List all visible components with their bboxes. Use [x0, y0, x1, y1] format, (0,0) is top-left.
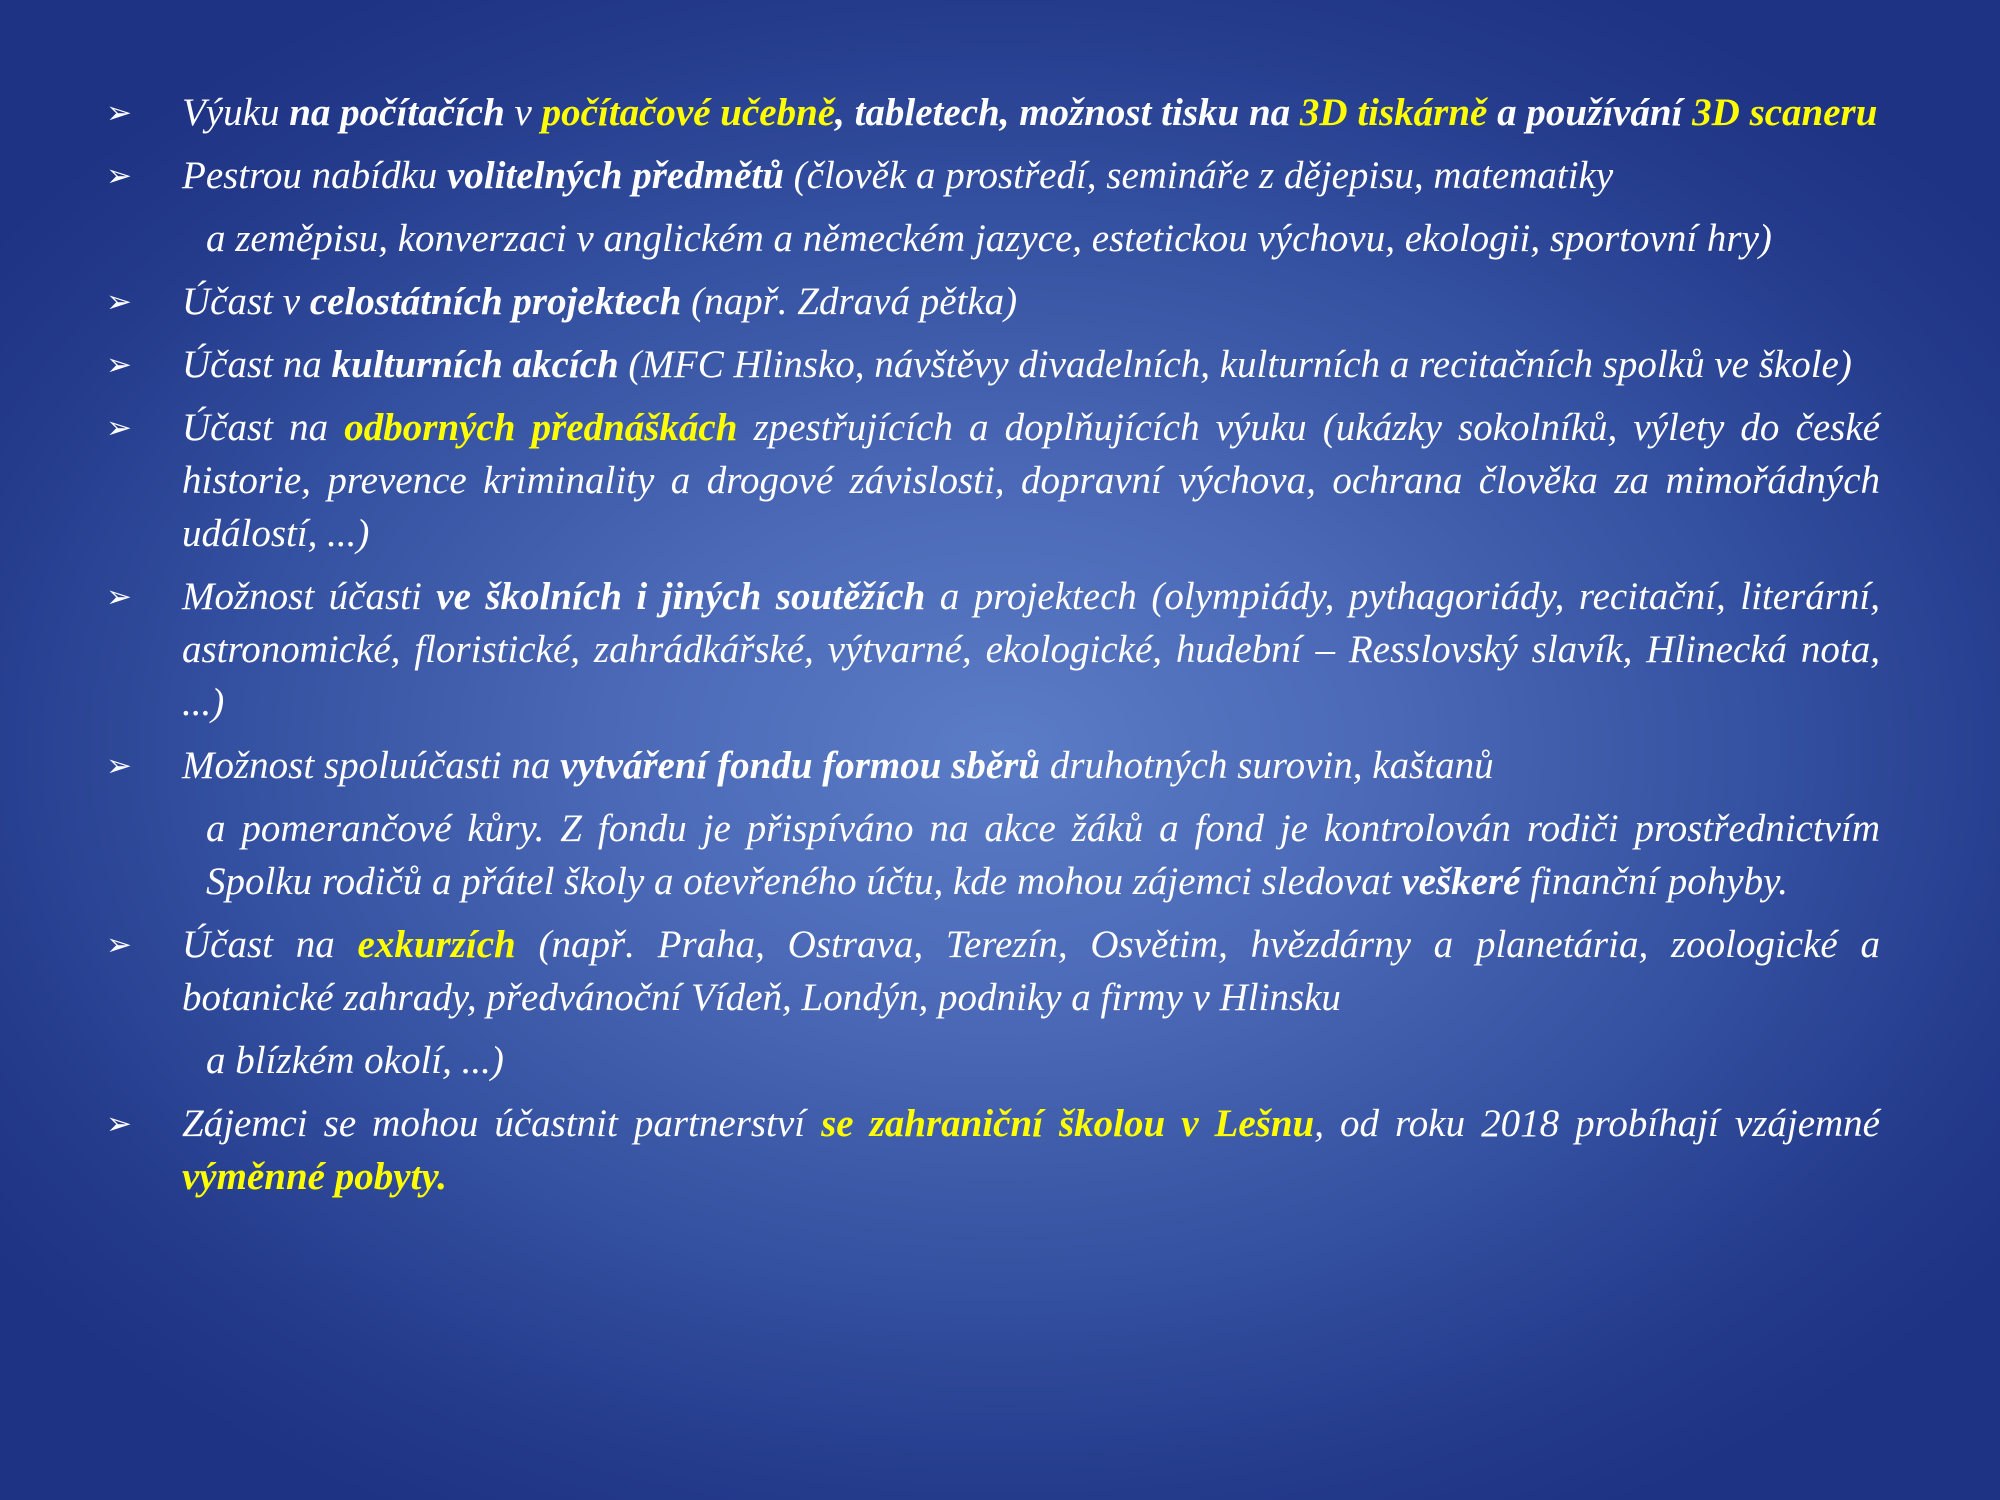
- item-text: [182, 275, 1880, 328]
- bold-segment: , tabletech, možnost tisku na: [835, 91, 1300, 134]
- list-item: [106, 401, 1880, 560]
- list-item: [106, 275, 1880, 328]
- arrowhead-bullet-icon: ➢: [106, 927, 132, 963]
- arrowhead-bullet-icon: ➢: [106, 1106, 132, 1142]
- highlight-segment: 3D scaneru: [1692, 91, 1878, 134]
- text-segment: (např. Zdravá pětka): [681, 280, 1018, 323]
- item-text: [182, 570, 1880, 729]
- text-segment: (člověk a prostředí, semináře z dějepisu, matematiky: [783, 154, 1614, 197]
- highlight-segment: výměnné pobyty.: [182, 1155, 447, 1198]
- text-segment: Zájemci se mohou účastnit partnerství: [182, 1102, 822, 1145]
- list-item: [106, 918, 1880, 1087]
- arrowhead-bullet-icon: ➢: [106, 410, 132, 446]
- highlight-segment: se zahraniční školou v Lešnu: [821, 1102, 1315, 1145]
- item-text: [182, 401, 1880, 560]
- item-text: [182, 86, 1880, 139]
- text-segment: zpestřujících a doplňujících výuku (ukázky sokolníků, výlety do české historie, prevence kriminality a drogové závislosti, dopravní výchova, ochrana člověka za mimořádných událostí, ...): [182, 406, 1880, 555]
- highlight-segment: exkurzích: [357, 923, 516, 966]
- list-item: [106, 1097, 1880, 1203]
- bold-segment: volitelných předmětů: [447, 154, 784, 197]
- item-text: [182, 338, 1880, 391]
- text-segment: Výuku: [182, 91, 290, 134]
- text-segment: Pestrou nabídku: [182, 154, 448, 197]
- item-text: [182, 739, 1880, 792]
- text-segment: Možnost spoluúčasti na: [182, 744, 561, 787]
- arrowhead-bullet-icon: ➢: [106, 95, 132, 131]
- bullet-list: [106, 86, 1880, 1213]
- list-item: [106, 149, 1880, 265]
- item-text: [182, 918, 1880, 1024]
- item-continuation: [182, 802, 1880, 908]
- text-segment: Účast na: [182, 343, 332, 386]
- text-segment: , od roku 2018 probíhají vzájemné: [1314, 1102, 1880, 1145]
- text-segment: Účast na: [182, 923, 358, 966]
- bold-segment: celostátních projektech: [309, 280, 682, 323]
- arrowhead-bullet-icon: ➢: [106, 284, 132, 320]
- text-segment: a zeměpisu, konverzaci v anglickém a německém jazyce, estetickou výchovu, ekologii, sportovní hry): [206, 217, 1772, 260]
- list-item: [106, 570, 1880, 729]
- item-continuation: [182, 1034, 1880, 1087]
- text-segment: v: [504, 91, 542, 134]
- bold-segment: veškeré: [1401, 860, 1521, 903]
- bold-segment: na počítačích: [289, 91, 505, 134]
- text-segment: finanční pohyby.: [1520, 860, 1789, 903]
- text-segment: a projektech (olympiády, pythagoriády, recitační, literární, astronomické, floristické, zahrádkářské, výtvarné, ekologické, hudební – Resslovský slavík, Hlinecká nota, ...): [182, 575, 1880, 724]
- bold-segment: ve školních i jiných soutěžích: [436, 575, 926, 618]
- arrowhead-bullet-icon: ➢: [106, 347, 132, 383]
- text-segment: a blízkém okolí, ...): [206, 1039, 504, 1082]
- text-segment: Účast v: [182, 280, 310, 323]
- highlight-segment: odborných přednáškách: [344, 406, 738, 449]
- item-text: [182, 149, 1880, 202]
- arrowhead-bullet-icon: ➢: [106, 158, 132, 194]
- text-segment: (např. Praha, Ostrava, Terezín, Osvětim, hvězdárny a planetária, zoologické a botanické zahrady, předvánoční Vídeň, Londýn, podniky a firmy v Hlinsku: [182, 923, 1880, 1019]
- bold-segment: a používání: [1487, 91, 1693, 134]
- text-segment: (MFC Hlinsko, návštěvy divadelních, kulturních a recitačních spolků ve škole): [618, 343, 1852, 386]
- item-text: [182, 1097, 1880, 1203]
- bold-segment: kulturních akcích: [331, 343, 619, 386]
- highlight-segment: 3D tiskárně: [1299, 91, 1488, 134]
- highlight-segment: počítačové učebně: [541, 91, 836, 134]
- text-segment: Možnost účasti: [182, 575, 437, 618]
- list-item: [106, 86, 1880, 139]
- text-segment: druhotných surovin, kaštanů: [1040, 744, 1494, 787]
- text-segment: a pomerančové kůry. Z fondu je přispíváno na akce žáků a fond je kontrolován rodiči prostřednictvím Spolku rodičů a přátel školy a otevřeného účtu, kde mohou zájemci sledovat: [206, 807, 1880, 903]
- arrowhead-bullet-icon: ➢: [106, 748, 132, 784]
- list-item: [106, 739, 1880, 908]
- bold-segment: vytváření fondu formou sběrů: [560, 744, 1041, 787]
- item-continuation: [182, 212, 1880, 265]
- text-segment: Účast na: [182, 406, 345, 449]
- list-item: [106, 338, 1880, 391]
- arrowhead-bullet-icon: ➢: [106, 579, 132, 615]
